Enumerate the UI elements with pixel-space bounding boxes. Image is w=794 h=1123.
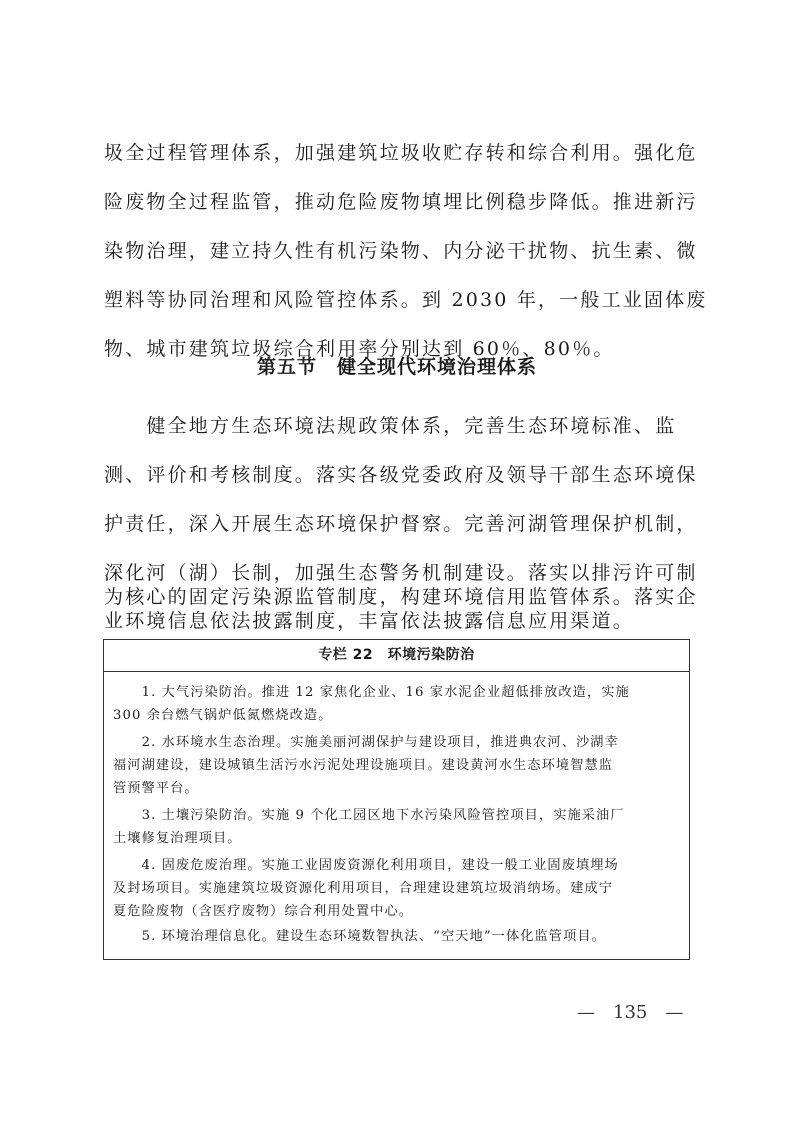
paragraph-line: 塑料等协同治理和风险管控体系。到 2030 年，一般工业固体废	[104, 289, 708, 311]
feature-box-line: 福河湖建设，建设城镇生活污水污泥处理设施项目。建设黄河水生态环境智慧监	[113, 758, 614, 773]
paragraph-line: 护责任，深入开展生态环境保护督察。完善河湖管理保护机制，	[104, 513, 698, 535]
paragraph-line: 为核心的固定污染源监管制度，构建环境信用监管体系。落实企	[104, 586, 698, 608]
paragraph-line: 染物治理，建立持久性有机污染物、内分泌干扰物、抗生素、微	[104, 240, 698, 262]
feature-box-line: 夏危险废物（含医疗废物）综合利用处置中心。	[113, 904, 414, 919]
paragraph-line: 健全地方生态环境法规政策体系，完善生态环境标准、监	[104, 415, 677, 437]
feature-box-line: 1. 大气污染防治。推进 12 家焦化企业、16 家水泥企业超低排放改造，实施	[113, 685, 630, 700]
paragraph-line: 业环境信息依法披露制度，丰富依法披露信息应用渠道。	[104, 610, 635, 632]
section-title: 第五节 健全现代环境治理体系	[256, 356, 537, 378]
feature-box	[103, 639, 690, 960]
feature-box-line: 3. 土壤污染防治。实施 9 个化工园区地下水污染风险管控项目，实施采油厂	[113, 808, 625, 823]
feature-box-line: 管预警平台。	[113, 781, 199, 796]
paragraph-line: 测、评价和考核制度。落实各级党委政府及领导干部生态环境保	[104, 464, 698, 486]
paragraph-line: 深化河（湖）长制，加强生态警务机制建设。落实以排污许可制	[104, 562, 698, 584]
paragraph-line: 物、城市建筑垃圾综合利用率分别达到 60％、80％。	[104, 338, 615, 360]
paragraph-line: 险废物全过程监管，推动危险废物填埋比例稳步降低。推进新污	[104, 191, 698, 213]
feature-box-line: 300 余台燃气锅炉低氮燃烧改造。	[113, 708, 333, 723]
feature-box-line: 4. 固废危废治理。实施工业固废资源化利用项目，建设一般工业固废填埋场	[113, 858, 619, 873]
feature-box-line: 土壤修复治理项目。	[113, 831, 242, 846]
feature-box-line: 5. 环境治理信息化。建设生态环境数智执法、“空天地”一体化监管项目。	[113, 929, 606, 944]
paragraph-line: 圾全过程管理体系，加强建筑垃圾收贮存转和综合利用。强化危	[104, 142, 698, 164]
feature-box-title: 专栏 22 环境污染防治	[104, 640, 689, 672]
page-number: — 135 —	[577, 1002, 684, 1023]
feature-box-line: 及封场项目。实施建筑垃圾资源化利用项目，合理建设建筑垃圾消纳场。建成宁	[113, 881, 614, 896]
feature-box-line: 2. 水环境水生态治理。实施美丽河湖保护与建设项目，推进典农河、沙湖幸	[113, 735, 619, 750]
